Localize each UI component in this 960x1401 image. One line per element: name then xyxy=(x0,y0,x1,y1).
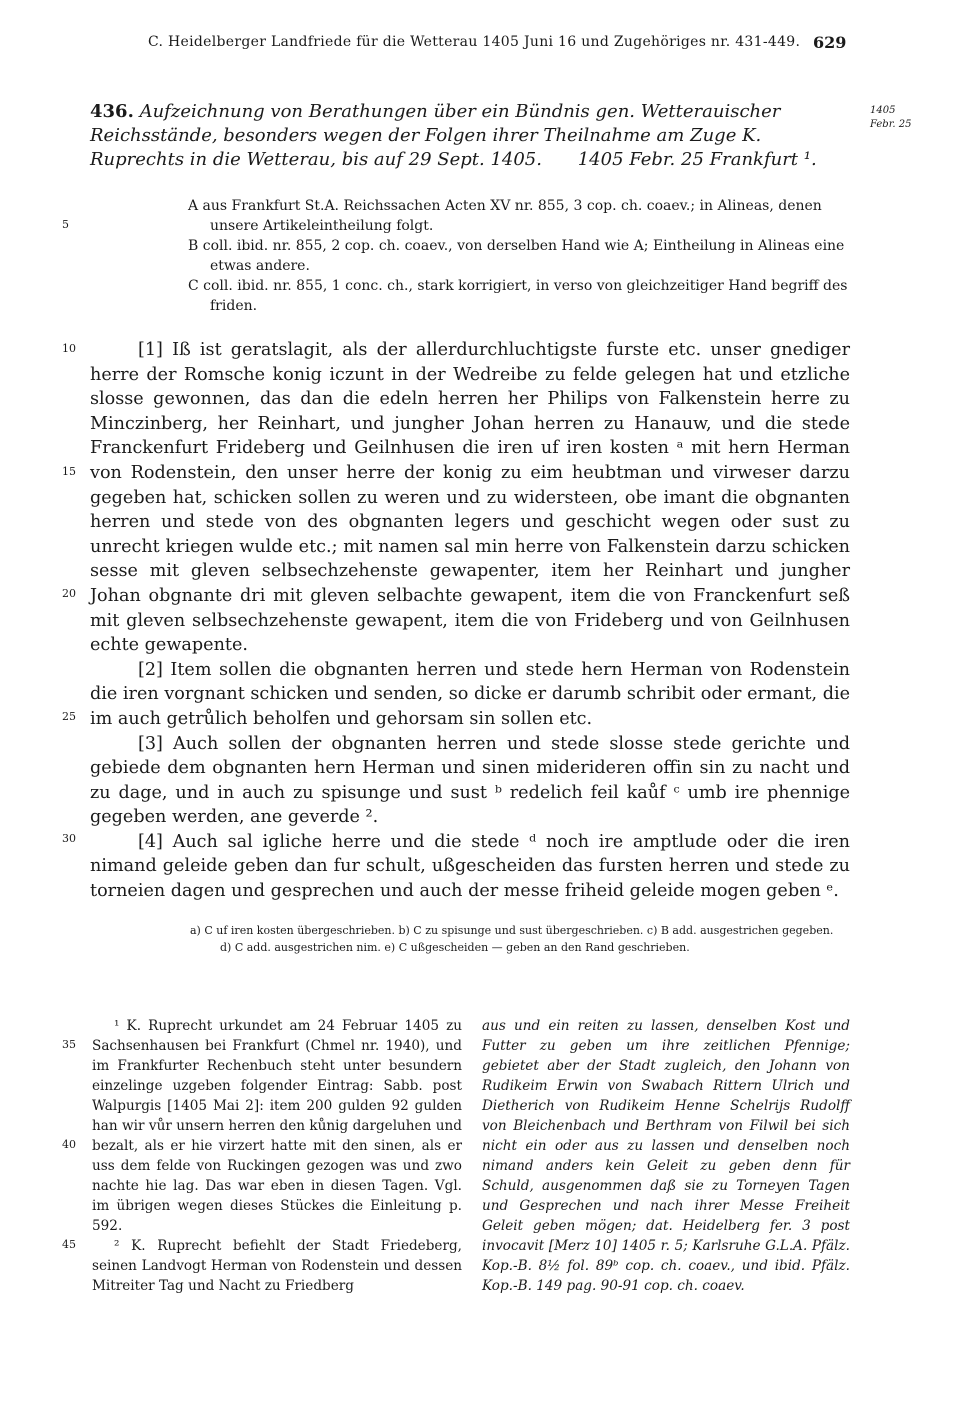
source-b: B coll. ibid. nr. 855, 2 cop. ch. coaev., von derselben Hand wie A; Eintheilung in Alineas eine etwas andere. xyxy=(188,238,845,274)
note-2-continued: aus und ein reiten zu lassen, denselben Kost und Futter zu geben um ihre zeitlichen Pfennige; gebietet aber der Stadt zugleich, den Johann von Rudikeim Erwin von Swabach Rittern Ulrich und Dietherich von Rudikeim Henne Schelrijs Rudolff von Bleichenbach und Berthram von Filwil bei sich nicht ein oder aus zu lassen und denselben noch nimand anders kein Geleit zu geben denn für Schuld, ausgenommen daß sie zu Torneyen Tagen und Gesprechen und nach ihrer Messe Freiheit Geleit geben mögen; dat. Heidelberg fer. 3 post invocavit [Merz 10] 1405 r. 5; Karlsruhe G.L.A. Pfälz. Kop.-B. 8½ fol. 89ᵇ cop. ch. coaev., und ibid. Pfälz. Kop.-B. 149 pag. 90-91 cop. ch. coaev. xyxy=(482,1018,850,1294)
main-text xyxy=(90,338,850,904)
line-number: 30 xyxy=(62,832,76,845)
margin-date-year: 1405 xyxy=(870,105,896,116)
paragraph-3: [3] Auch sollen der obgnanten herren und stede slosse stede gerichte und gebiede dem obgnanten hern Herman und sinen miderideren offin sin zu nacht und zu dage, und in auch zu spisunge und sust ᵇ redelich feil kaůf ᶜ umb ire phennige gegeben werden, ane geverde ². xyxy=(90,733,850,828)
line-number: 45 xyxy=(62,1238,76,1251)
paragraph-2: [2] Item sollen die obgnanten herren und stede hern Herman von Rodenstein die iren vorgnant schicken und senden, so dicke er darumb schribit oder ermant, die im auch getrůlich beholfen und gehorsam sin sollen etc. xyxy=(90,659,850,729)
page-number: 629 xyxy=(813,33,847,52)
line-number: 15 xyxy=(62,465,76,478)
line-number: 10 xyxy=(62,342,76,355)
apparatus-line-1: a) C uf iren kosten übergeschrieben. b) C zu spisunge und sust übergeschrieben. c) B add. ausgestrichen gegeben. xyxy=(190,924,834,937)
line-number: 40 xyxy=(62,1138,76,1151)
note-2: ² K. Ruprecht befiehlt der Stadt Friedeberg, seinen Landvogt Herman von Rodenstein und dessen Mitreiter Tag und Nacht zu Friedberg xyxy=(92,1238,462,1294)
text-apparatus xyxy=(190,922,850,956)
source-c: C coll. ibid. nr. 855, 1 conc. ch., stark korrigiert, in verso von gleichzeitiger Hand begriff des friden. xyxy=(188,278,848,314)
line-number: 35 xyxy=(62,1038,76,1051)
line-number: 25 xyxy=(62,710,76,723)
document-dateline: 1405 Febr. 25 Frankfurt ¹. xyxy=(577,149,817,170)
line-number: 20 xyxy=(62,587,76,600)
margin-date-day: Febr. 25 xyxy=(870,119,912,130)
note-1: ¹ K. Ruprecht urkundet am 24 Februar 1405 zu Sachsenhausen bei Frankfurt (Chmel nr. 1940), und im Frankfurter Rechenbuch steht unter besundern einzelinge uzgeben folgender Eintrag: Sabb. post Walpurgis [1405 Mai 2]: item 200 gulden 92 gulden han wir vůr unsern herren den kůnig dargeluhen und bezalt, als er hie virzert hatte mit den sinen, als er uss dem felde von Ruckingen gezogen was und zwo nachte hie lag. Das war eben in diesen Tagen. Vgl. im übrigen wegen dieses Stückes die Einleitung p. 592. xyxy=(92,1018,462,1234)
source-description xyxy=(188,196,848,316)
source-a: A aus Frankfurt St.A. Reichssachen Acten XV nr. 855, 3 cop. ch. coaev.; in Alineas, denen unsere Artikeleintheilung folgt. xyxy=(188,198,822,234)
running-header: C. Heidelberger Landfriede für die Wetterau 1405 Juni 16 und Zugehöriges nr. 431-449. xyxy=(148,34,801,50)
paragraph-4: [4] Auch sal igliche herre und die stede ᵈ noch ire amptlude oder die iren nimand geleide geben dan fur schult, ußgescheiden das fursten herren und stede zu torneien dagen und gesprechen und auch der messe friheid geleide mogen geben ᵉ. xyxy=(90,831,850,902)
notes-left-column xyxy=(92,1016,462,1296)
document-number: 436. xyxy=(90,101,134,122)
notes-right-column xyxy=(482,1016,850,1296)
line-number: 5 xyxy=(62,218,69,231)
document-title: Aufzeichnung von Berathungen über ein Bündnis gen. Wetterauischer Reichsstände, besonders wegen der Folgen ihrer Theilnahme am Zuge K. Ruprechts in die Wetterau, bis auf 29 Sept. 1405. xyxy=(90,101,781,170)
apparatus-line-2: d) C add. ausgestrichen nim. e) C ußgescheiden — geben an den Rand geschrieben. xyxy=(220,941,690,954)
paragraph-1: [1] Iß ist geratslagit, als der allerdurchluchtigste furste etc. unser gnediger herre der Romsche konig iczunt in der Wedreibe zu felde gelegen hat und etzliche slosse gewonnen, das dan die edeln herren her Philips von Falkenstein herre zu Minczinberg, her Reinhart, und jungher Johan herren zu Hanauw, und die stede Franckenfurt Frideberg und Geilnhusen die iren uf iren kosten ᵃ mit hern Herman von Rodenstein, den unser herre der konig zu eim heubtman und virweser darzu gegeben hat, schicken sollen zu weren und zu widersteen, obe imant die obgnanten herren und stede von des obgnanten legers und geschicht wegen oder sust zu unrecht kriegen wulde etc.; mit namen sal min herre von Falkenstein darzu schicken sesse mit gleven selbsechzehenste gewapenter, item her Reinhart und jungher Johan obgnante dri mit gleven selbachte gewapent, item die von Franckenfurt seß mit gleven selbsechzehenste gewapent, item die von Frideberg und von Geilnhusen echte gewapente. xyxy=(90,340,850,656)
document-heading xyxy=(90,100,850,172)
margin-date xyxy=(870,104,911,132)
